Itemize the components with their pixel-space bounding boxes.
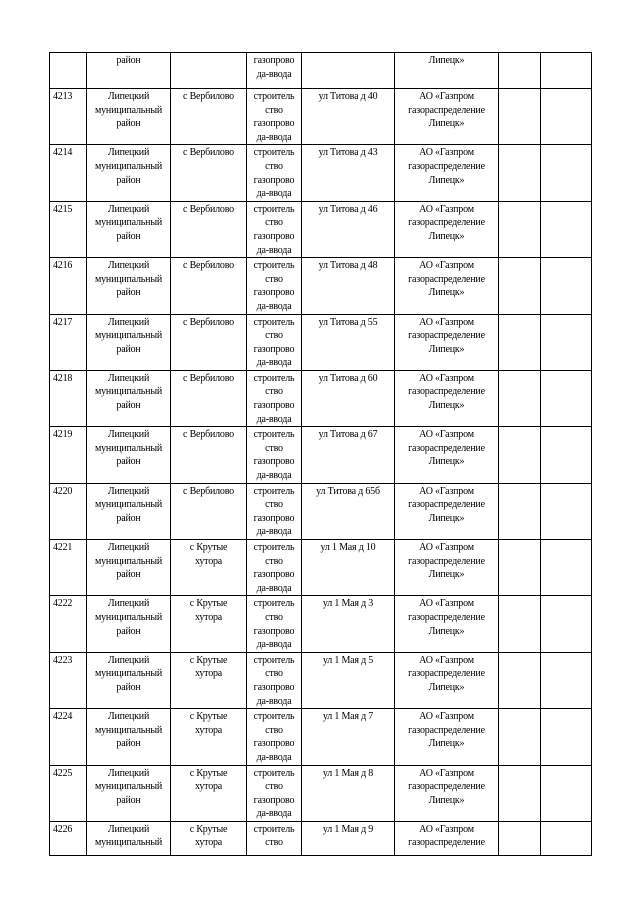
locality-line: с Крутые <box>189 598 228 610</box>
cell-address: ул Титова д 46 <box>302 201 395 257</box>
district-line: район <box>116 230 141 242</box>
locality-line: хутора <box>194 555 223 567</box>
cell-empty <box>499 652 541 708</box>
cell-num: 4216 <box>50 258 87 314</box>
locality-line: с Крутые <box>189 542 228 553</box>
cell-org <box>395 765 499 821</box>
cell-empty <box>541 596 592 652</box>
cell-district <box>87 709 171 765</box>
cell-num <box>50 53 87 89</box>
cell-org <box>395 596 499 652</box>
cell-empty <box>499 596 541 652</box>
district-line: Липецкий <box>107 654 150 666</box>
work-line: ство <box>265 217 283 229</box>
cell-empty <box>541 89 592 145</box>
locality-line: с Вербилово <box>183 260 234 272</box>
district-line: муниципальный <box>95 668 162 680</box>
registry-body <box>50 53 592 856</box>
org-line: Липецк» <box>428 681 465 693</box>
district-line: муниципальный <box>95 837 162 849</box>
work-line: строитель <box>253 542 295 553</box>
cell-address: ул Титова д 55 <box>302 314 395 370</box>
district-line: район <box>116 794 141 806</box>
cell-empty <box>499 370 541 426</box>
district-line: район <box>116 343 141 355</box>
cell-empty <box>499 821 541 855</box>
cell-district <box>87 540 171 596</box>
cell-work <box>247 765 302 821</box>
district-line: муниципальный <box>95 611 162 623</box>
cell-work <box>247 145 302 201</box>
cell-org <box>395 145 499 201</box>
org-line: АО «Газпром <box>419 147 474 159</box>
work-line: ство <box>265 781 283 793</box>
org-line: Липецк» <box>428 738 465 750</box>
district-line: Липецкий <box>107 203 150 215</box>
work-line: газопрово <box>253 625 295 637</box>
cell-address: ул 1 Мая д 3 <box>302 596 395 652</box>
work-line: газопрово <box>253 287 295 299</box>
locality-line: с Крутые <box>189 767 228 779</box>
cell-empty <box>499 314 541 370</box>
work-line: да-ввода <box>256 413 292 425</box>
org-line: газораспределение <box>408 104 485 116</box>
district-line: район <box>116 287 141 299</box>
org-line: Липецк» <box>428 287 465 299</box>
district-line: муниципальный <box>95 781 162 793</box>
district-line: район <box>116 681 141 693</box>
work-line: ство <box>265 611 283 623</box>
cell-num: 4215 <box>50 201 87 257</box>
work-line: строитель <box>253 91 295 102</box>
cell-address: ул 1 Мая д 9 <box>302 821 395 855</box>
cell-empty <box>499 540 541 596</box>
cell-locality <box>171 53 247 89</box>
cell-district <box>87 258 171 314</box>
cell-work <box>247 483 302 539</box>
table-row <box>50 540 592 596</box>
district-line: муниципальный <box>95 442 162 454</box>
cell-empty <box>541 709 592 765</box>
org-line: Липецк» <box>428 343 465 355</box>
cell-empty <box>541 765 592 821</box>
cell-num: 4224 <box>50 709 87 765</box>
cell-org <box>395 53 499 89</box>
work-line: строитель <box>253 372 295 384</box>
work-line: строитель <box>253 767 295 779</box>
district-line: район <box>116 174 141 186</box>
cell-district <box>87 370 171 426</box>
cell-org <box>395 427 499 483</box>
cell-empty <box>541 145 592 201</box>
table-row <box>50 765 592 821</box>
work-line: газопрово <box>253 230 295 242</box>
work-line: газопрово <box>253 55 295 66</box>
cell-org <box>395 370 499 426</box>
work-line: ство <box>265 386 283 398</box>
district-line: Липецкий <box>107 823 150 835</box>
work-line: ство <box>265 160 283 172</box>
cell-district <box>87 483 171 539</box>
work-line: ство <box>265 104 283 116</box>
cell-work <box>247 53 302 89</box>
work-line: строитель <box>253 429 295 441</box>
cell-empty <box>541 258 592 314</box>
org-line: газораспределение <box>408 442 485 454</box>
cell-empty <box>541 314 592 370</box>
locality-line: хутора <box>194 668 223 680</box>
district-line: Липецкий <box>107 147 150 159</box>
cell-empty <box>541 821 592 855</box>
district-line: район <box>116 569 141 581</box>
org-line: газораспределение <box>408 724 485 736</box>
cell-address: ул Титова д 60 <box>302 370 395 426</box>
locality-line: с Вербилово <box>183 316 234 328</box>
district-line: муниципальный <box>95 217 162 229</box>
cell-empty <box>499 201 541 257</box>
work-line: ство <box>265 724 283 736</box>
work-line: строитель <box>253 203 295 215</box>
locality-line: с Вербилово <box>183 485 234 497</box>
cell-locality <box>171 314 247 370</box>
org-line: АО «Газпром <box>419 260 474 272</box>
district-line: Липецкий <box>107 260 150 272</box>
org-line: Липецк» <box>428 512 465 524</box>
cell-work <box>247 427 302 483</box>
locality-line: хутора <box>194 611 223 623</box>
work-line: газопрово <box>253 681 295 693</box>
org-line: Липецк» <box>428 569 465 581</box>
cell-org <box>395 89 499 145</box>
district-line: Липецкий <box>107 316 150 328</box>
registry-table <box>49 52 592 856</box>
cell-address: ул Титова д 48 <box>302 258 395 314</box>
cell-num: 4220 <box>50 483 87 539</box>
work-line: ство <box>265 499 283 511</box>
district-line: район <box>116 512 141 524</box>
cell-work <box>247 821 302 855</box>
district-line: район <box>116 625 141 637</box>
district-line: муниципальный <box>95 330 162 342</box>
locality-line: с Вербилово <box>183 91 234 102</box>
org-line: АО «Газпром <box>419 654 474 666</box>
org-line: Липецк» <box>428 625 465 637</box>
cell-address: ул 1 Мая д 8 <box>302 765 395 821</box>
cell-empty <box>499 709 541 765</box>
org-line: АО «Газпром <box>419 372 474 384</box>
cell-empty <box>541 652 592 708</box>
org-line: АО «Газпром <box>419 711 474 723</box>
work-line: газопрово <box>253 512 295 524</box>
cell-num: 4213 <box>50 89 87 145</box>
work-line: да-ввода <box>256 131 292 143</box>
cell-locality <box>171 89 247 145</box>
cell-work <box>247 89 302 145</box>
cell-address: ул 1 Мая д 5 <box>302 652 395 708</box>
work-line: да-ввода <box>256 639 292 651</box>
cell-district <box>87 53 171 89</box>
table-row <box>50 652 592 708</box>
cell-address: ул Титова д 40 <box>302 89 395 145</box>
org-line: газораспределение <box>408 160 485 172</box>
district-line: район <box>116 55 141 66</box>
cell-empty <box>499 258 541 314</box>
org-line: АО «Газпром <box>419 767 474 779</box>
org-line: АО «Газпром <box>419 542 474 553</box>
district-line: Липецкий <box>107 598 150 610</box>
org-line: Липецк» <box>428 794 465 806</box>
work-line: газопрово <box>253 343 295 355</box>
cell-work <box>247 201 302 257</box>
org-line: АО «Газпром <box>419 485 474 497</box>
cell-locality <box>171 821 247 855</box>
org-line: АО «Газпром <box>419 91 474 102</box>
cell-district <box>87 427 171 483</box>
org-line: АО «Газпром <box>419 429 474 441</box>
cell-org <box>395 652 499 708</box>
cell-locality <box>171 483 247 539</box>
locality-line: с Вербилово <box>183 429 234 441</box>
org-line: газораспределение <box>408 273 485 285</box>
work-line: строитель <box>253 598 295 610</box>
org-line: газораспределение <box>408 555 485 567</box>
table-row-continued <box>50 53 592 89</box>
work-line: да-ввода <box>256 526 292 538</box>
work-line: ство <box>265 273 283 285</box>
org-line: АО «Газпром <box>419 316 474 328</box>
org-line: АО «Газпром <box>419 598 474 610</box>
district-line: район <box>116 400 141 412</box>
locality-line: с Крутые <box>189 711 228 723</box>
cell-locality <box>171 201 247 257</box>
cell-work <box>247 652 302 708</box>
cell-district <box>87 765 171 821</box>
district-line: Липецкий <box>107 767 150 779</box>
cell-locality <box>171 596 247 652</box>
district-line: Липецкий <box>107 542 150 553</box>
org-line: газораспределение <box>408 668 485 680</box>
district-line: муниципальный <box>95 160 162 172</box>
work-line: газопрово <box>253 174 295 186</box>
org-line: Липецк» <box>428 55 465 66</box>
work-line: газопрово <box>253 738 295 750</box>
cell-empty <box>541 53 592 89</box>
work-line: да-ввода <box>256 582 292 594</box>
cell-locality <box>171 765 247 821</box>
work-line: да-ввода <box>256 808 292 820</box>
work-line: газопрово <box>253 794 295 806</box>
cell-locality <box>171 145 247 201</box>
org-line: газораспределение <box>408 386 485 398</box>
cell-org <box>395 201 499 257</box>
cell-locality <box>171 709 247 765</box>
cell-address: ул 1 Мая д 7 <box>302 709 395 765</box>
cell-num: 4217 <box>50 314 87 370</box>
org-line: Липецк» <box>428 456 465 468</box>
work-line: да-ввода <box>256 751 292 763</box>
cell-address: ул 1 Мая д 10 <box>302 540 395 596</box>
work-line: газопрово <box>253 400 295 412</box>
work-line: строитель <box>253 654 295 666</box>
cell-num: 4226 <box>50 821 87 855</box>
cell-work <box>247 540 302 596</box>
table-row <box>50 427 592 483</box>
locality-line: с Вербилово <box>183 147 234 159</box>
locality-line: хутора <box>194 724 223 736</box>
cell-num: 4219 <box>50 427 87 483</box>
org-line: газораспределение <box>408 781 485 793</box>
org-line: Липецк» <box>428 174 465 186</box>
locality-line: хутора <box>194 781 223 793</box>
district-line: район <box>116 118 141 130</box>
cell-empty <box>499 765 541 821</box>
work-line: да-ввода <box>256 300 292 312</box>
locality-line: хутора <box>194 837 223 849</box>
district-line: муниципальный <box>95 104 162 116</box>
table-row <box>50 258 592 314</box>
org-line: АО «Газпром <box>419 203 474 215</box>
cell-district <box>87 314 171 370</box>
work-line: да-ввода <box>256 357 292 369</box>
cell-empty <box>541 483 592 539</box>
table-row <box>50 145 592 201</box>
org-line: газораспределение <box>408 837 485 849</box>
work-line: строитель <box>253 316 295 328</box>
cell-num: 4225 <box>50 765 87 821</box>
cell-district <box>87 145 171 201</box>
locality-line: с Крутые <box>189 654 228 666</box>
cell-locality <box>171 427 247 483</box>
cell-org <box>395 821 499 855</box>
cell-num: 4214 <box>50 145 87 201</box>
cell-work <box>247 314 302 370</box>
cell-num: 4221 <box>50 540 87 596</box>
cell-empty <box>499 427 541 483</box>
cell-work <box>247 258 302 314</box>
work-line: строитель <box>253 485 295 497</box>
work-line: да-ввода <box>256 695 292 707</box>
locality-line: с Крутые <box>189 823 228 835</box>
district-line: муниципальный <box>95 499 162 511</box>
org-line: газораспределение <box>408 499 485 511</box>
cell-district <box>87 201 171 257</box>
org-line: газораспределение <box>408 330 485 342</box>
cell-org <box>395 709 499 765</box>
cell-locality <box>171 652 247 708</box>
work-line: ство <box>265 668 283 680</box>
work-line: строитель <box>253 711 295 723</box>
district-line: муниципальный <box>95 555 162 567</box>
cell-empty <box>499 89 541 145</box>
cell-work <box>247 370 302 426</box>
cell-empty <box>499 53 541 89</box>
work-line: строитель <box>253 260 295 272</box>
cell-district <box>87 652 171 708</box>
cell-empty <box>499 145 541 201</box>
cell-district <box>87 89 171 145</box>
cell-org <box>395 314 499 370</box>
cell-locality <box>171 258 247 314</box>
locality-line: с Вербилово <box>183 203 234 215</box>
table-row <box>50 483 592 539</box>
work-line: строитель <box>253 823 295 835</box>
cell-address <box>302 53 395 89</box>
cell-locality <box>171 540 247 596</box>
work-line: ство <box>265 837 283 849</box>
district-line: Липецкий <box>107 429 150 441</box>
cell-org <box>395 483 499 539</box>
org-line: газораспределение <box>408 611 485 623</box>
cell-org <box>395 540 499 596</box>
cell-num: 4218 <box>50 370 87 426</box>
org-line: Липецк» <box>428 230 465 242</box>
district-line: Липецкий <box>107 485 150 497</box>
table-row <box>50 89 592 145</box>
work-line: строитель <box>253 147 295 159</box>
cell-org <box>395 258 499 314</box>
cell-address: ул Титова д 67 <box>302 427 395 483</box>
cell-empty <box>541 540 592 596</box>
table-row <box>50 201 592 257</box>
table-row <box>50 370 592 426</box>
district-line: муниципальный <box>95 386 162 398</box>
cell-empty <box>541 201 592 257</box>
work-line: ство <box>265 442 283 454</box>
work-line: ство <box>265 555 283 567</box>
cell-work <box>247 709 302 765</box>
cell-address: ул Титова д 43 <box>302 145 395 201</box>
org-line: Липецк» <box>428 118 465 130</box>
table-row <box>50 314 592 370</box>
cell-locality <box>171 370 247 426</box>
table-row <box>50 596 592 652</box>
district-line: Липецкий <box>107 711 150 723</box>
work-line: газопрово <box>253 456 295 468</box>
cell-district <box>87 821 171 855</box>
work-line: да-ввода <box>256 470 292 482</box>
work-line: газопрово <box>253 569 295 581</box>
org-line: АО «Газпром <box>419 823 474 835</box>
work-line: да-ввода <box>256 68 292 80</box>
cell-num: 4222 <box>50 596 87 652</box>
work-line: ство <box>265 330 283 342</box>
table-row <box>50 821 592 855</box>
org-line: газораспределение <box>408 217 485 229</box>
work-line: да-ввода <box>256 244 292 256</box>
district-line: муниципальный <box>95 273 162 285</box>
cell-empty <box>541 427 592 483</box>
locality-line: с Вербилово <box>183 372 234 384</box>
cell-district <box>87 596 171 652</box>
cell-work <box>247 596 302 652</box>
work-line: да-ввода <box>256 188 292 200</box>
cell-empty <box>499 483 541 539</box>
district-line: район <box>116 738 141 750</box>
work-line: газопрово <box>253 118 295 130</box>
district-line: муниципальный <box>95 724 162 736</box>
table-row <box>50 709 592 765</box>
district-line: район <box>116 456 141 468</box>
org-line: Липецк» <box>428 400 465 412</box>
district-line: Липецкий <box>107 372 150 384</box>
cell-num: 4223 <box>50 652 87 708</box>
cell-address: ул Титова д 65б <box>302 483 395 539</box>
cell-empty <box>541 370 592 426</box>
district-line: Липецкий <box>107 91 150 102</box>
